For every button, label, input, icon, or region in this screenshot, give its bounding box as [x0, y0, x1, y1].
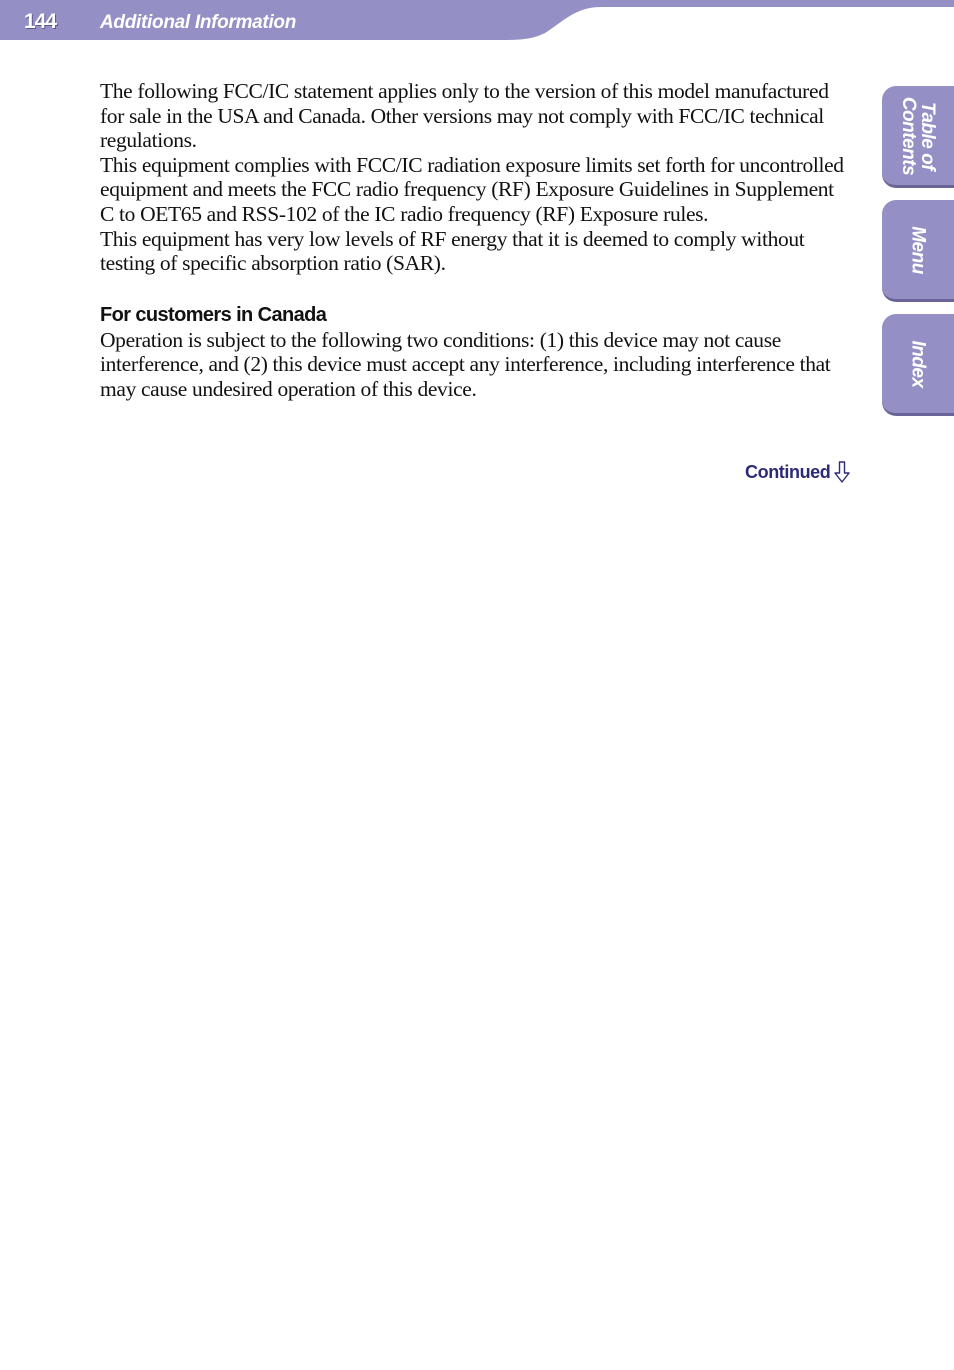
tab-menu-label: Menu — [907, 225, 929, 274]
fcc-statement-paragraph: The following FCC/IC statement applies only to the version of this model manufactured for sale in the USA and Canada. Other versions may not comply with FCC/IC technical regulations. — [100, 79, 829, 153]
tab-index-label: Index — [907, 339, 929, 388]
canada-heading: For customers in Canada — [100, 303, 327, 326]
page-number: 144 — [24, 10, 57, 33]
main-content — [100, 79, 845, 402]
rf-exposure-paragraph: This equipment complies with FCC/IC radiation exposure limits set forth for uncontrolled equipment and meets the FCC radio frequency (RF) Exposure Guidelines in Supplement C to OET65 and RSS-102 of the IC radio frequency (RF) Exposure rules. — [100, 152, 844, 226]
continued-link[interactable] — [745, 460, 850, 484]
section-title: Additional Information — [100, 12, 297, 33]
down-arrow-outline-icon — [834, 461, 850, 483]
continued-label: Continued — [745, 462, 831, 482]
sar-paragraph: This equipment has very low levels of RF energy that it is deemed to comply without testing of specific absorption ratio (SAR). — [100, 226, 805, 276]
tab-table-of-contents-label: Table of Contents — [898, 96, 938, 175]
tab-menu[interactable] — [882, 200, 954, 302]
canada-paragraph: Operation is subject to the following two conditions: (1) this device may not cause interference, and (2) this device must accept any interference, including interference that may cause undesired operation of this device. — [100, 327, 831, 401]
tab-index[interactable] — [882, 314, 954, 416]
tab-table-of-contents[interactable] — [882, 86, 954, 188]
